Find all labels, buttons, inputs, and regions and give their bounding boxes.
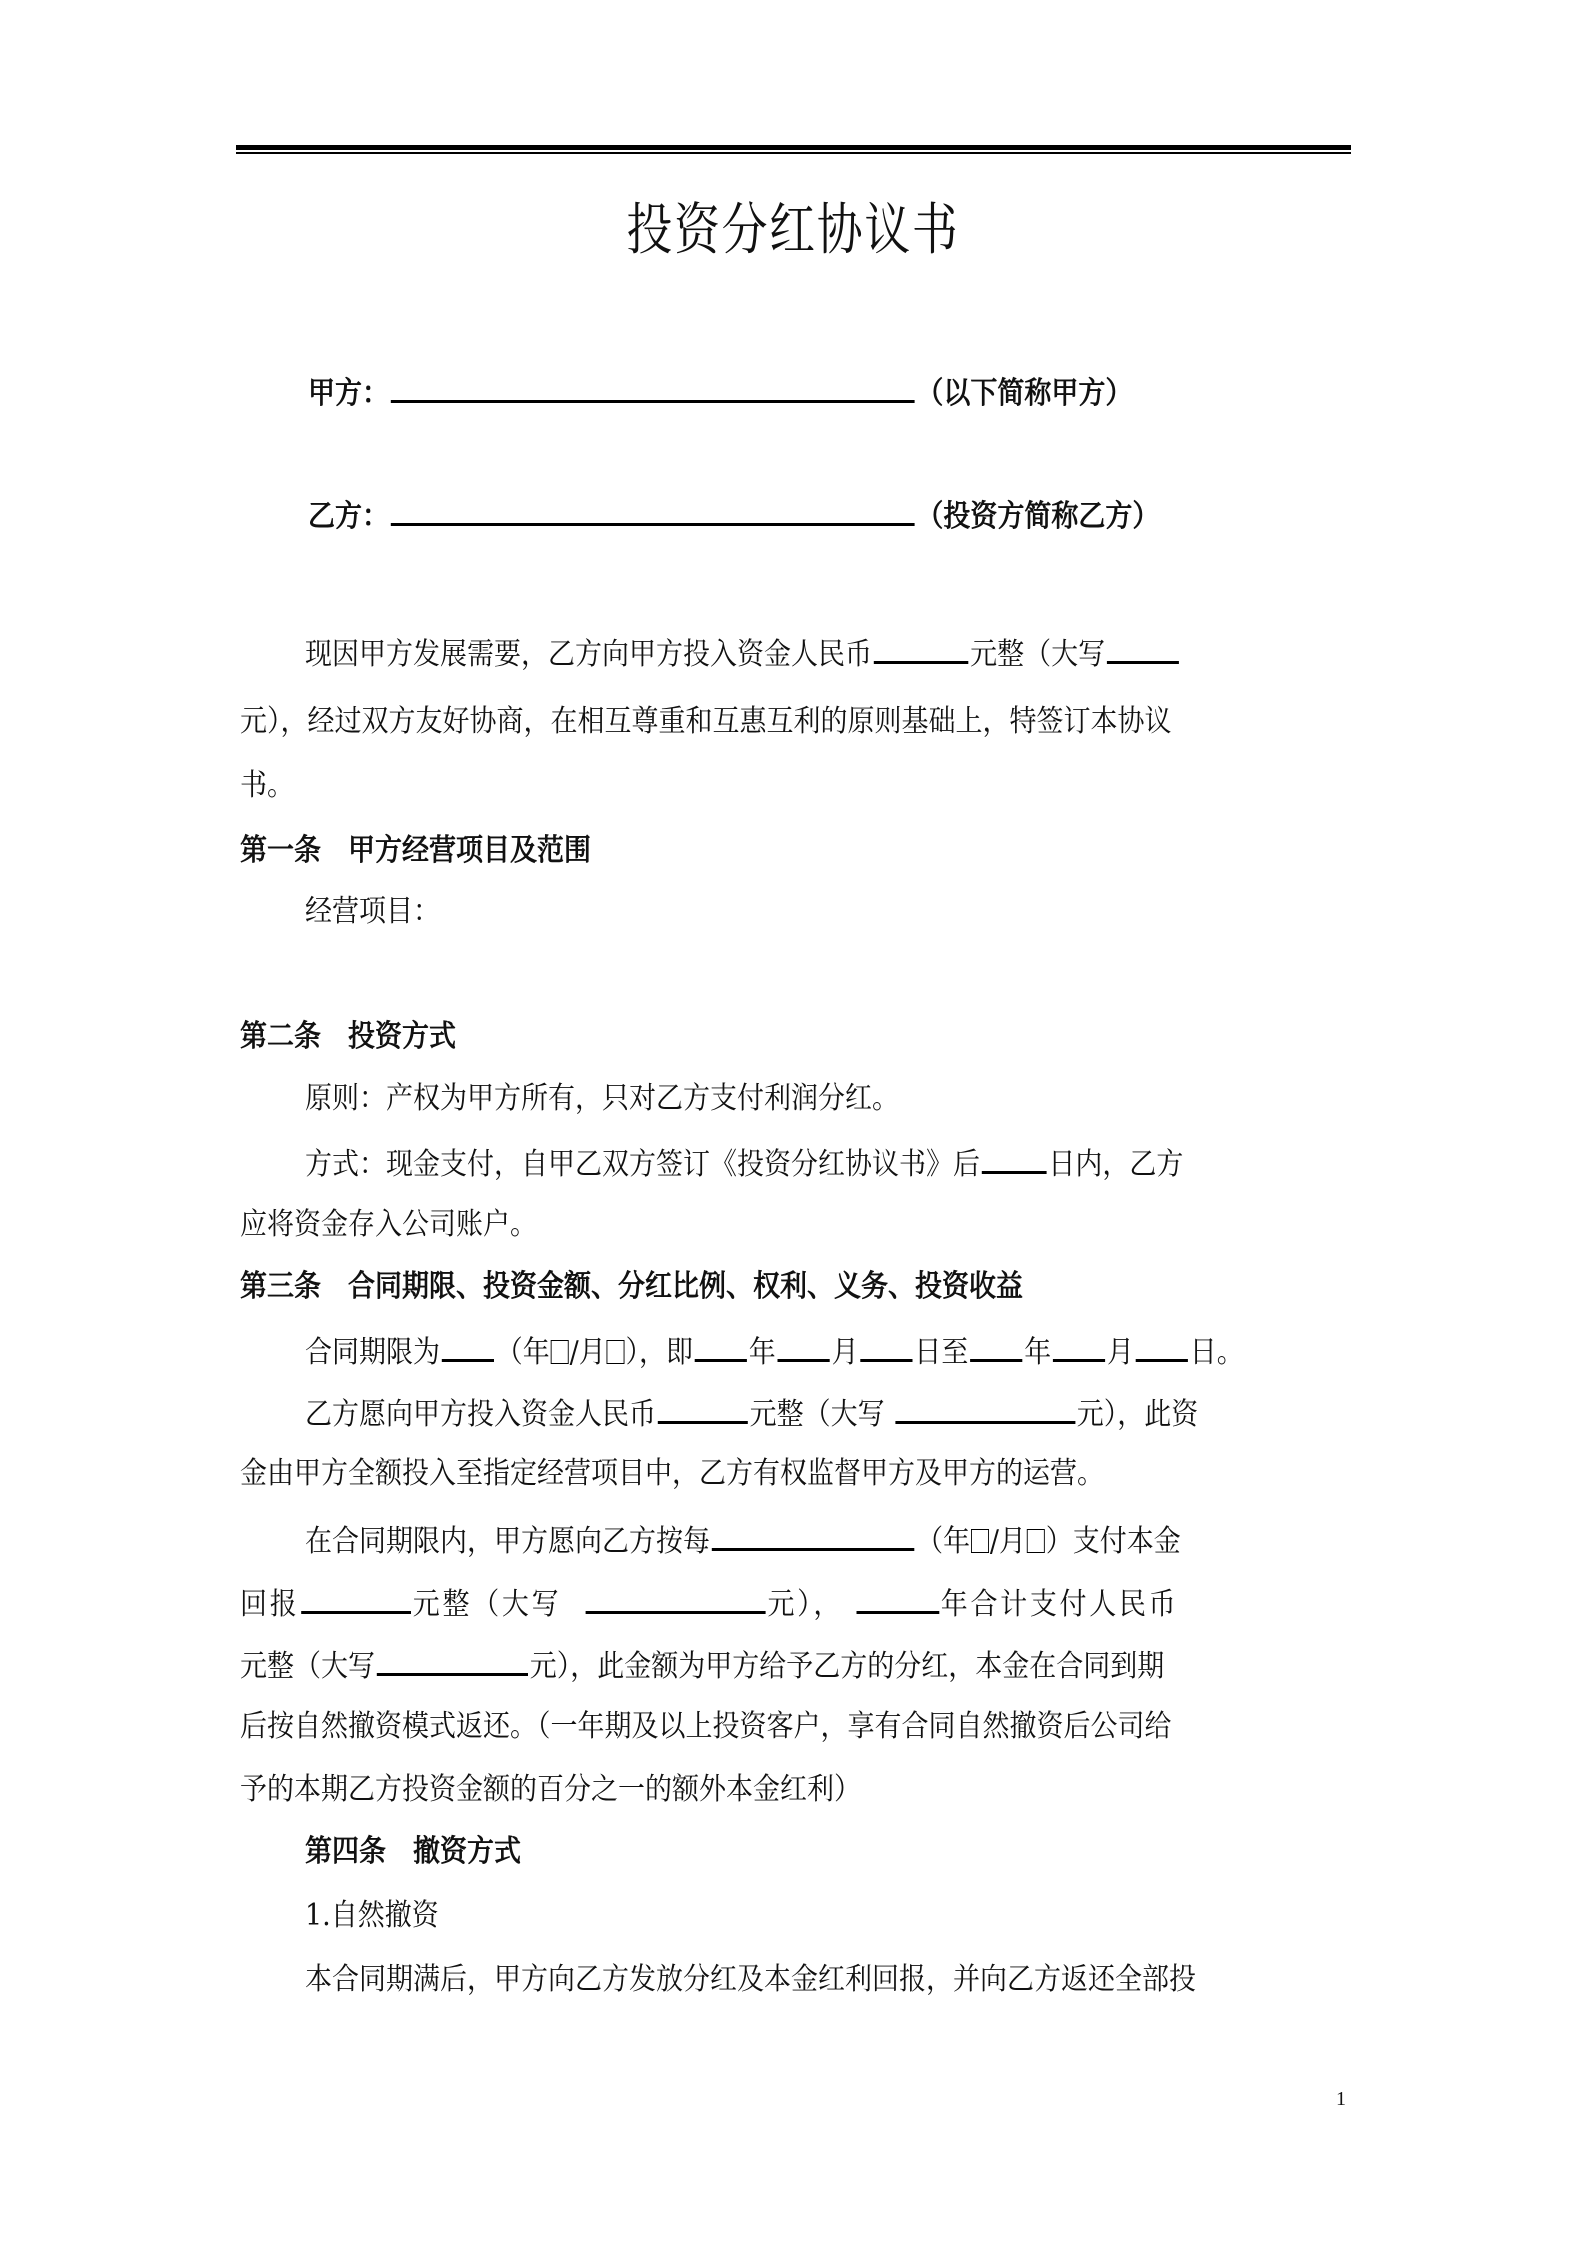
header-rule-thin xyxy=(236,152,1351,154)
term-text: 日。 xyxy=(1189,1335,1244,1370)
return-text: 元）， xyxy=(767,1587,844,1622)
page-number: 1 xyxy=(1336,2088,1346,2110)
header-rule-thick xyxy=(236,145,1351,150)
party-b-note: （投资方简称乙方） xyxy=(916,499,1160,534)
article-2-principle: 原则：产权为甲方所有，只对乙方支付利润分红。 xyxy=(305,1081,899,1116)
return-text: 元整（大写 xyxy=(412,1587,562,1622)
payment-text: 在合同期限内，甲方愿向乙方按每 xyxy=(305,1524,710,1559)
term-text: 合同期限为 xyxy=(305,1335,440,1370)
intro-line-2: 元），经过双方友好协商，在相互尊重和互惠互利的原则基础上，特签订本协议 xyxy=(240,704,1172,739)
article-4-heading: 第四条 撤资方式 xyxy=(305,1834,521,1869)
return-line xyxy=(240,1581,1178,1627)
article-4-text1: 本合同期满后，甲方向乙方发放分红及本金红利回报，并向乙方返还全部投 xyxy=(305,1962,1196,1997)
party-a-note: （以下简称甲方） xyxy=(916,376,1133,411)
article-2-method xyxy=(305,1141,1183,1187)
checkbox-year[interactable] xyxy=(971,1529,989,1553)
term-text: 年 xyxy=(1024,1335,1052,1370)
withdraw-line-1: 后按自然撤资模式返还。（一年期及以上投资客户，享有合同自然撤资后公司给 xyxy=(240,1709,1172,1744)
checkbox-month[interactable] xyxy=(607,1340,625,1364)
total-line xyxy=(240,1643,1164,1689)
end-day-blank[interactable] xyxy=(1136,1329,1188,1362)
term-text: 月 xyxy=(831,1335,859,1370)
return-text: 年合计支付人民币 xyxy=(940,1587,1179,1622)
document-title: 投资分红协议书 xyxy=(626,198,960,263)
total-capital-blank[interactable] xyxy=(377,1643,528,1676)
party-b-label: 乙方： xyxy=(308,499,389,534)
return-text: 回报 xyxy=(240,1587,300,1622)
withdraw-line-2: 予的本期乙方投资金额的百分之一的额外本金红利） xyxy=(240,1772,861,1807)
invest-capital-blank[interactable] xyxy=(895,1391,1075,1424)
party-b-line xyxy=(308,493,1159,539)
intro-text: 现因甲方发展需要，乙方向甲方投入资金人民币 xyxy=(305,637,872,672)
invest-text: 乙方愿向甲方投入资金人民币 xyxy=(305,1397,656,1432)
term-text: 年 xyxy=(748,1335,776,1370)
term-text: （年 xyxy=(495,1335,550,1370)
return-capital-blank[interactable] xyxy=(586,1581,766,1614)
intro-amount-blank[interactable] xyxy=(874,631,969,664)
start-month-blank[interactable] xyxy=(778,1329,830,1362)
intro-text: 元整（大写 xyxy=(970,637,1106,672)
term-text: 月 xyxy=(1106,1335,1134,1370)
payment-period-blank[interactable] xyxy=(712,1518,915,1551)
payment-text: （年 xyxy=(916,1524,971,1559)
article-1-item: 经营项目： xyxy=(305,894,440,929)
start-day-blank[interactable] xyxy=(860,1329,912,1362)
total-text: 元），此金额为甲方给予乙方的分红，本金在合同到期 xyxy=(529,1649,1165,1684)
article-1-heading: 第一条 甲方经营项目及范围 xyxy=(240,833,591,868)
invest-text: 元整（大写 xyxy=(749,1397,885,1432)
days-blank[interactable] xyxy=(982,1141,1047,1174)
checkbox-year[interactable] xyxy=(551,1340,569,1364)
article-4-sub1: 1.自然撤资 xyxy=(305,1898,439,1933)
years-blank[interactable] xyxy=(856,1581,939,1614)
invest-line-cont: 金由甲方全额投入至指定经营项目中，乙方有权监督甲方及甲方的运营。 xyxy=(240,1456,1104,1491)
method-text: 方式：现金支付，自甲乙双方签订《投资分红协议书》后 xyxy=(305,1147,980,1182)
start-year-blank[interactable] xyxy=(695,1329,747,1362)
invest-line xyxy=(305,1391,1198,1437)
party-a-line xyxy=(308,370,1132,416)
party-b-blank[interactable] xyxy=(391,493,915,526)
invest-amount-blank[interactable] xyxy=(658,1391,748,1424)
method-text: 日内，乙方 xyxy=(1048,1147,1184,1182)
total-text: 元整（大写 xyxy=(240,1649,375,1684)
article-2-method-cont: 应将资金存入公司账户。 xyxy=(240,1207,537,1242)
term-text: 日至 xyxy=(914,1335,969,1370)
article-3-heading: 第三条 合同期限、投资金额、分红比例、权利、义务、投资收益 xyxy=(240,1269,1023,1304)
return-amount-blank[interactable] xyxy=(301,1581,411,1614)
party-a-blank[interactable] xyxy=(391,370,915,403)
payment-text: ）支付本金 xyxy=(1045,1524,1181,1559)
end-year-blank[interactable] xyxy=(970,1329,1022,1362)
term-line xyxy=(305,1329,1244,1375)
checkbox-month[interactable] xyxy=(1027,1529,1045,1553)
intro-line-1 xyxy=(305,631,1181,677)
intro-line-3: 书。 xyxy=(240,768,294,803)
term-text: ），即 xyxy=(625,1335,693,1370)
term-length-blank[interactable] xyxy=(442,1329,494,1362)
end-month-blank[interactable] xyxy=(1053,1329,1105,1362)
intro-capital-blank[interactable] xyxy=(1107,631,1179,664)
invest-text: 元），此资 xyxy=(1076,1397,1199,1432)
article-2-heading: 第二条 投资方式 xyxy=(240,1019,456,1054)
payment-text: /月 xyxy=(989,1524,1026,1559)
payment-line xyxy=(305,1518,1181,1564)
party-a-label: 甲方： xyxy=(308,376,389,411)
term-text: /月 xyxy=(569,1335,606,1370)
